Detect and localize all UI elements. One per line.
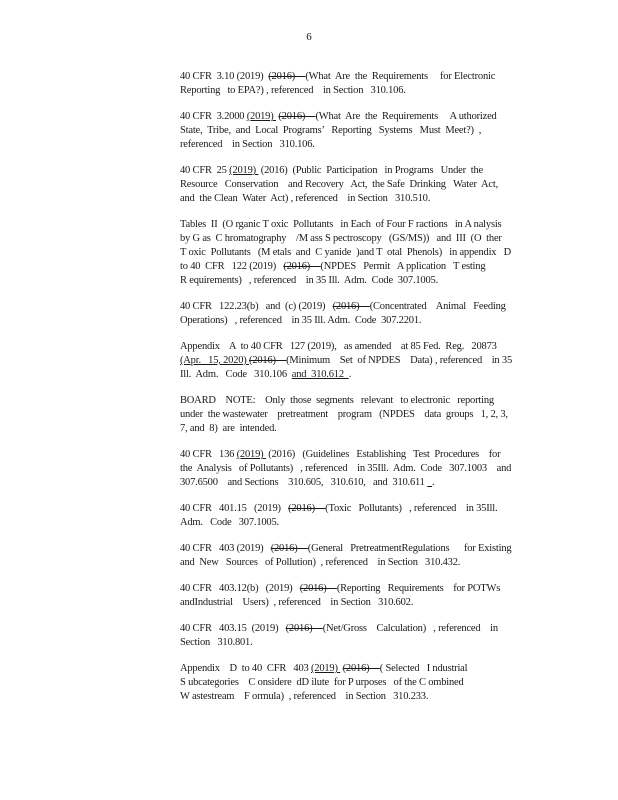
inserted-text: (2019) <box>310 663 341 674</box>
deleted-text: (2016)— <box>268 71 306 82</box>
text-run: andIndustrial Users) , referenced in Section 310.602. <box>180 597 414 608</box>
deleted-text: (2016)— <box>342 663 380 674</box>
text-run: 7, and 8) are intended. <box>180 423 277 434</box>
text-line <box>180 502 540 516</box>
inserted-text: (Apr. 15, 2020) <box>180 355 250 366</box>
text-run: 40 CFR 403.12(b) (2019) <box>180 583 300 594</box>
text-run: (Reporting Requirements for POTWs <box>336 583 501 594</box>
text-run: Ill. Adm. Code 310.106 <box>180 369 292 380</box>
document-paragraph <box>180 448 540 490</box>
document-paragraph <box>180 582 540 610</box>
text-run: Adm. Code 307.1005. <box>180 517 279 528</box>
text-line <box>180 516 540 530</box>
text-line <box>180 178 540 192</box>
text-run: (NPDES Permit A pplication T esting <box>320 261 486 272</box>
text-line <box>180 340 540 354</box>
text-run: 40 CFR 25 <box>180 165 230 176</box>
document-paragraph <box>180 164 540 206</box>
text-line <box>180 314 540 328</box>
text-run: Appendix D to 40 CFR 403 <box>180 663 311 674</box>
text-line <box>180 110 540 124</box>
text-run: . <box>432 477 435 488</box>
text-run: (Concentrated Animal Feeding <box>369 301 506 312</box>
deleted-text: (2016)— <box>283 261 321 272</box>
text-line <box>180 246 540 260</box>
text-run: (Toxic Pollutants) , referenced in 35Ill. <box>325 503 498 514</box>
inserted-text: (2019) <box>236 449 266 460</box>
text-line <box>180 448 540 462</box>
text-run: 307.6500 and Sections 310.605, 310.610, and 310.611 <box>180 477 428 488</box>
text-line <box>180 542 540 556</box>
text-line <box>180 596 540 610</box>
text-run: to 40 CFR 122 (2019) <box>180 261 284 272</box>
text-line <box>180 476 540 490</box>
text-line <box>180 394 540 408</box>
text-run: under the wastewater pretreatment program (NPDES data groups 1, 2, 3, <box>180 409 508 420</box>
document-paragraph <box>180 70 540 98</box>
text-run: Tables II (O rganic T oxic Pollutants in Each of Four F ractions in A nalysis <box>180 219 502 230</box>
text-line <box>180 84 540 98</box>
text-run: (General PretreatmentRegulations for Existing <box>307 543 512 554</box>
text-run: Appendix A to 40 CFR 127 (2019), as amended at 85 Fed. Reg. 20873 <box>180 341 497 352</box>
document-paragraph <box>180 218 540 288</box>
text-run: the Analysis of Pollutants) , referenced in 35Ill. Adm. Code 307.1003 and <box>180 463 512 474</box>
text-line <box>180 274 540 288</box>
text-run: 40 CFR 403.15 (2019) <box>180 623 286 634</box>
text-run: 40 CFR 136 <box>180 449 237 460</box>
text-run: (What Are the Requirements A uthorized <box>315 111 497 122</box>
text-run: BOARD NOTE: Only those segments relevant to electronic reporting <box>180 395 494 406</box>
text-run: State, Tribe, and Local Programs’ Reporting Systems Must Meet?) , <box>180 125 482 136</box>
text-run: Resource Conservation and Recovery Act, the Safe Drinking Water Act, <box>180 179 499 190</box>
document-paragraph <box>180 110 540 152</box>
text-run: R equirements) , referenced in 35 Ill. Adm. Code 307.1005. <box>180 275 438 286</box>
inserted-text: (2019) <box>229 165 259 176</box>
text-line <box>180 164 540 178</box>
inserted-text: (2019) <box>246 111 276 122</box>
text-run: ( Selected I ndustrial <box>379 663 468 674</box>
text-run: referenced in Section 310.106. <box>180 139 315 150</box>
text-line <box>180 300 540 314</box>
text-line <box>180 192 540 206</box>
text-run: (Net/Gross Calculation) , referenced in <box>322 623 498 634</box>
document-paragraph <box>180 542 540 570</box>
text-line <box>180 556 540 570</box>
deleted-text: (2016)— <box>270 543 308 554</box>
text-run: and the Clean Water Act) , referenced in Section 310.510. <box>180 193 431 204</box>
deleted-text: (2016)— <box>278 111 316 122</box>
text-run: Operations) , referenced in 35 Ill. Adm. Code 307.2201. <box>180 315 422 326</box>
text-line <box>180 232 540 246</box>
document-body <box>180 70 540 716</box>
text-line <box>180 218 540 232</box>
document-paragraph <box>180 394 540 436</box>
text-run: 40 CFR 401.15 (2019) <box>180 503 289 514</box>
document-paragraph <box>180 502 540 530</box>
text-line <box>180 70 540 84</box>
text-line <box>180 462 540 476</box>
text-line <box>180 676 540 690</box>
text-line <box>180 138 540 152</box>
deleted-text: (2016)— <box>249 355 287 366</box>
text-run: 40 CFR 122.23(b) and (c) (2019) <box>180 301 333 312</box>
text-run: 40 CFR 3.10 (2019) <box>180 71 269 82</box>
document-paragraph <box>180 340 540 382</box>
text-line <box>180 636 540 650</box>
text-run: (What Are the Requirements for Electronic <box>305 71 496 82</box>
text-run: Section 310.801. <box>180 637 253 648</box>
text-run: . <box>348 369 352 380</box>
text-line <box>180 124 540 138</box>
document-paragraph <box>180 622 540 650</box>
text-line <box>180 582 540 596</box>
text-run: T oxic Pollutants (M etals and C yanide )and T otal Phenols) in appendix D <box>180 247 512 258</box>
deleted-text: (2016)— <box>332 301 370 312</box>
page-number: 6 <box>306 31 312 43</box>
text-line <box>180 260 540 274</box>
text-run: S ubcategories C onsidere dD ilute for P urposes of the C ombined <box>180 677 464 688</box>
text-run: by G as C hromatography /M ass S pectroscopy (GS/MS)) and III (O ther <box>180 233 502 244</box>
deleted-text: (2016)— <box>299 583 337 594</box>
text-line <box>180 422 540 436</box>
text-line <box>180 622 540 636</box>
deleted-text: (2016)— <box>288 503 326 514</box>
text-line <box>180 408 540 422</box>
text-run: 40 CFR 3.2000 <box>180 111 247 122</box>
text-run: (2016) (Public Participation in Programs Under the <box>258 165 483 176</box>
text-run: (2016) (Guidelines Establishing Test Procedures for <box>265 449 501 460</box>
text-line <box>180 690 540 704</box>
text-run: 40 CFR 403 (2019) <box>180 543 271 554</box>
document-paragraph <box>180 662 540 704</box>
text-line <box>180 662 540 676</box>
text-line <box>180 354 540 368</box>
text-run: and New Sources of Pollution) , referenced in Section 310.432. <box>180 557 461 568</box>
inserted-text: and 310.612 <box>291 369 349 380</box>
text-line <box>180 368 540 382</box>
text-run: (Minimum Set of NPDES Data) , referenced in 35 <box>286 355 513 366</box>
text-run: W astestream F ormula) , referenced in Section 310.233. <box>180 691 429 702</box>
text-run: Reporting to EPA?) , referenced in Section 310.106. <box>180 85 406 96</box>
document-paragraph <box>180 300 540 328</box>
deleted-text: (2016)— <box>285 623 323 634</box>
